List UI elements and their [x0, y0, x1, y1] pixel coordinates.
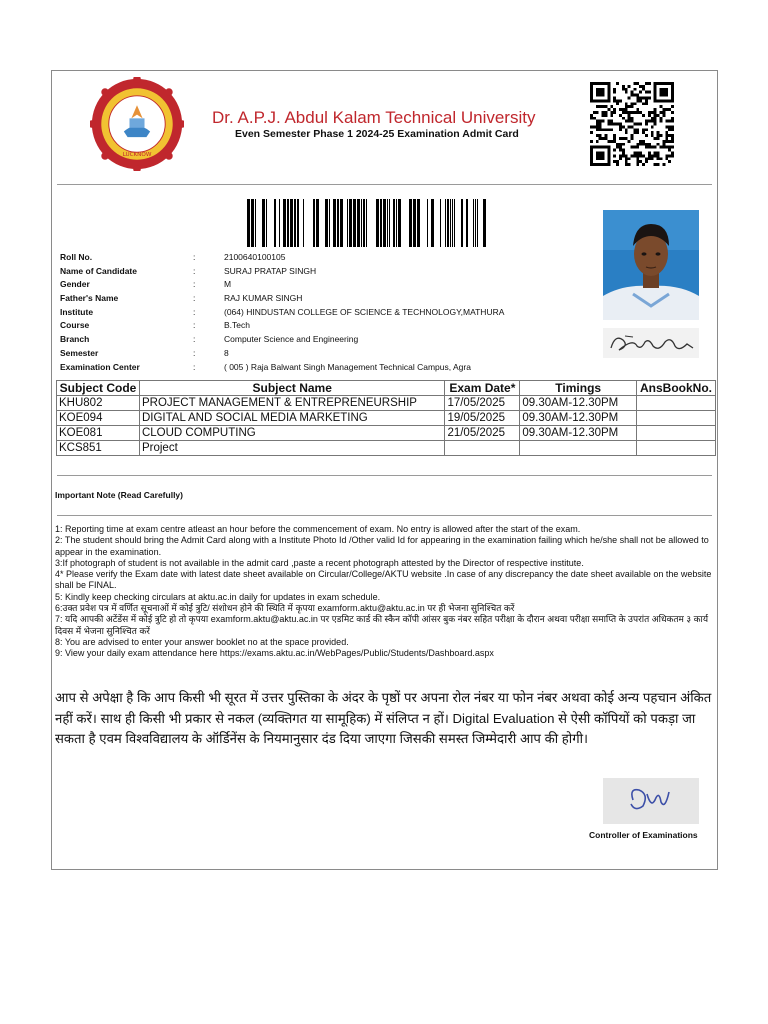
divider [57, 184, 712, 185]
university-title: Dr. A.P.J. Abdul Kalam Technical University [212, 108, 536, 127]
barcode-icon [247, 199, 487, 247]
exam-date: 21/05/2025 [445, 426, 520, 441]
course-value: B.Tech [224, 320, 250, 331]
branch-value: Computer Science and Engineering [224, 334, 359, 345]
subject-code: KOE094 [57, 411, 140, 426]
exam-date: 19/05/2025 [445, 411, 520, 426]
important-note-heading: Important Note (Read Carefully) [55, 490, 183, 500]
subject-code: KOE081 [57, 426, 140, 441]
note-item: 4* Please verify the Exam date with latest date sheet available on Circular/College/AKTU website .In case of any discrepancy the date sheet available on the website shall be FINAL. [55, 569, 712, 591]
col-header: AnsBookNo. [637, 381, 716, 396]
timings: 09.30AM-12.30PM [520, 396, 637, 411]
semester-value: 8 [224, 347, 229, 358]
note-item: 1: Reporting time at exam centre atleast an hour before the commencement of exam. No entry is allowed after the start of the exam. [55, 524, 581, 534]
subject-code: KCS851 [57, 441, 140, 456]
subject-name: Project [139, 441, 444, 456]
ans-book-no [637, 441, 716, 456]
qr-code-icon [590, 82, 674, 166]
table-row [57, 411, 716, 426]
hindi-notice: आप से अपेक्षा है कि आप किसी भी सूरत में उत्तर पुस्तिका के अंदर के पृष्ठों पर अपना रोल नंबर या फोन नंबर अथवा कोई अन्य पहचान अंकित नहीं करें। साथ ही किसी भी प्रकार से नकल (व्यक्तिगत या सामूहिक) में संलिप्त न हों। Digital Evaluation से ऐसी कॉपियों को पकड़ा जा सकता है एवम विश्वविद्यालय के ऑर्डिनेंस के नियमानुसार दंड दिया जाएगा जिसकी समस्त जिम्मेदारी आप की होगी। [55, 690, 712, 746]
col-header: Exam Date* [445, 381, 520, 396]
exam-date [445, 441, 520, 456]
subject-name: DIGITAL AND SOCIAL MEDIA MARKETING [139, 411, 444, 426]
subject-name: PROJECT MANAGEMENT & ENTREPRENEURSHIP [139, 396, 444, 411]
exam-date: 17/05/2025 [445, 396, 520, 411]
gender-value: M [224, 279, 232, 290]
note-item: 8: You are advised to enter your answer booklet no at the space provided. [55, 636, 349, 647]
note-item: 2: The student should bring the Admit Card along with a Institute Photo Id /Other valid Id for appearing in the examination failing which he/she shall not be allowed to appear in the examination. [55, 535, 709, 557]
notes-list [55, 524, 715, 660]
university-logo-icon [90, 77, 184, 171]
candidate-signature-image [603, 328, 699, 358]
exam-center-value: ( 005 ) Raja Balwant Singh Management Technical Campus, Agra [224, 361, 471, 372]
col-header: Subject Code [57, 381, 140, 396]
table-row [57, 426, 716, 441]
timings: 09.30AM-12.30PM [520, 411, 637, 426]
controller-label: Controller of Examinations [589, 830, 698, 840]
institute-value: (064) HINDUSTAN COLLEGE OF SCIENCE & TECHNOLOGY,MATHURA [224, 306, 505, 317]
divider [57, 475, 712, 476]
note-item: 6:उक्त प्रवेश पत्र में वर्णित सूचनाओं में कोई त्रुटि/ संशोधन होने की स्थिति में कृपया examform.aktu@aktu.ac.in पर ही भेजना सुनिश्चित करें [55, 603, 515, 614]
ans-book-no [637, 396, 716, 411]
timings [520, 441, 637, 456]
note-item: 5: Kindly keep checking circulars at aktu.ac.in daily for updates in exam schedule. [55, 591, 381, 602]
note-item: 7: यदि आपकी अटेंडेंस में कोई त्रुटि हो तो कृपया examform.aktu@aktu.ac.in पर एडमिट कार्ड की स्कैन कॉपी आंसर बुक नंबर सहित परीक्षा के दौरान अथवा परीक्षा समाप्ति के उपरांत अधिकतम ३ कार्य दिवस में भेजना सुनिश्चित करें [55, 614, 709, 636]
roll-no-value: 2100640100105 [224, 252, 286, 262]
divider [57, 515, 712, 516]
note-item: 9: View your daily exam attendance here https://exams.aktu.ac.in/WebPages/Public/Students/Dashboard.aspx [55, 648, 494, 659]
controller-signature-image [603, 778, 699, 824]
col-header: Timings [520, 381, 637, 396]
subject-code: KHU802 [57, 396, 140, 411]
father-name-value: RAJ KUMAR SINGH [224, 293, 303, 304]
svg-text:LUCKNOW: LUCKNOW [122, 151, 152, 158]
subject-name: CLOUD COMPUTING [139, 426, 444, 441]
ans-book-no [637, 426, 716, 441]
timings: 09.30AM-12.30PM [520, 426, 637, 441]
subject-table [56, 380, 716, 456]
admit-card-subtitle: Even Semester Phase 1 2024-25 Examination Admit Card [235, 128, 519, 140]
candidate-photo [603, 210, 699, 320]
note-item: 3:If photograph of student is not available in the admit card ,paste a recent photograph attested by the Director of respective institute. [55, 557, 584, 568]
ans-book-no [637, 411, 716, 426]
candidate-name-value: SURAJ PRATAP SINGH [224, 265, 317, 276]
admit-card: LUCKNOW Dr. A.P.J. Abdul Kalam Technical University Even Semester Phase 1 2024-25 Examination Admit Card Roll No. : 2100640100105 Name of Candidate : SURAJ PRATAP SINGH Gender : M Father's Name : RAJ KUMAR SINGH Institute : (064) HINDUSTAN COLLEGE OF SCIENCE & TECHNOLOGY,MATHURA Course : B.Tech Branch : Computer Science and Engineering Semester : 8 Examination Center : ( 005 ) Raja Balwant Singh Management Technical Campus, Agra Subject Code Subject Name Exam Date* Timings AnsBookNo. KHU802 PROJECT MANAGEMENT & ENTREPRENEURSHIP 17/05/2025 09.30AM-12.30PM KOE094 DIGITAL AND SOCIAL MEDIA MARKETING 19/05/2025 09.30AM-12.30PM KOE081 CLOUD COMPUTING 21/05/2025 09.30AM-12.30PM KCS851 Project Important Note (Read Carefully) 1: Reporting time at exam centre atleast an hour before the commencement of exam. No entry is allowed after the start of the exam. 2: The student should bring the Admit Card along with a Institute Photo Id /Other valid Id for appearing in the examination failing which he/she shall not be allowed to appear in the examination. 3:If photograph of student is not available in the admit card ,paste a recent photograph attested by the Director of respective institute. 4* Please verify the Exam date with latest date sheet available on Circular/College/AKTU website .In case of any discrepancy the date sheet available on the website shall be FINAL. 5: Kindly keep checking circulars at aktu.ac.in daily for updates in exam schedule. 6:उक्त प्रवेश पत्र में वर्णित सूचनाओं में कोई त्रुटि/ संशोधन होने की स्थिति में कृपया examform.aktu@aktu.ac.in पर ही भेजना सुनिश्चित करें 7: यदि आपकी अटेंडेंस में कोई त्रुटि हो तो कृपया examform.aktu@aktu.ac.in पर एडमिट कार्ड की स्कैन कॉपी आंसर बुक नंबर सहित परीक्षा के दौरान अथवा परीक्षा समाप्ति के उपरांत अधिकतम ३ कार्य दिवस में भेजना सुनिश्चित करें 8: You are advised to enter your answer booklet no at the space provided. 9: View your daily exam attendance here https://exams.aktu.ac.in/WebPages/Public/Students/Dashboard.aspx आप से अपेक्षा है कि आप किसी भी सूरत में उत्तर पुस्तिका के अंदर के पृष्ठों पर अपना रोल नंबर या फोन नंबर अथवा कोई अन्य पहचान अंकित नहीं करें। साथ ही किसी भी प्रकार से नकल (व्यक्तिगत या सामूहिक) में संलिप्त न हों। Digital Evaluation से ऐसी कॉपियों को पकड़ा जा सकता है एवम विश्वविद्यालय के ऑर्डिनेंस के नियमानुसार दंड दिया जाएगा जिसकी समस्त जिम्मेदारी आप की होगी। Controller of Examinations [51, 70, 718, 870]
table-row [57, 441, 716, 456]
col-header: Subject Name [139, 381, 444, 396]
table-row [57, 396, 716, 411]
table-header-row [57, 381, 716, 396]
